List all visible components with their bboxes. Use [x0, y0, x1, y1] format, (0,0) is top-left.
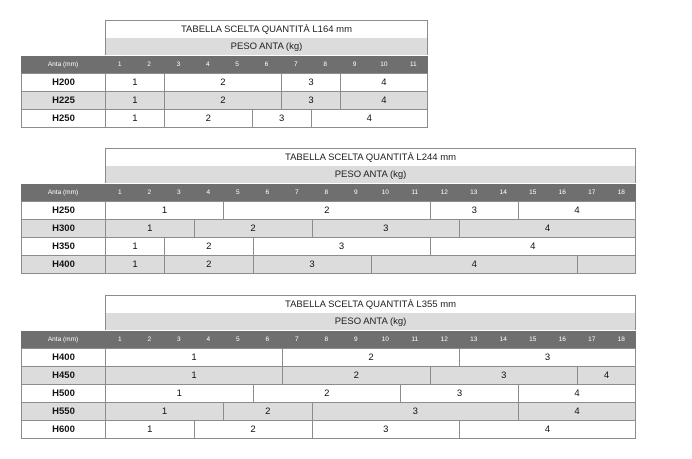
- quantity-cell: 2: [194, 220, 312, 237]
- weight-header: PESO ANTA (kg): [105, 166, 636, 183]
- column-header: 8: [324, 189, 329, 196]
- column-header: 11: [411, 336, 419, 343]
- column-header: 12: [440, 189, 448, 196]
- column-header: 15: [529, 189, 537, 196]
- table-title: TABELLA SCELTA QUANTITÀ L164 mm: [105, 20, 428, 39]
- column-header: 4: [206, 336, 211, 343]
- column-header: 5: [235, 189, 240, 196]
- table-title: TABELLA SCELTA QUANTITÀ L244 mm: [105, 148, 636, 167]
- column-header: 5: [235, 61, 239, 68]
- column-header: 1: [117, 336, 122, 343]
- column-header: 2: [147, 189, 152, 196]
- quantity-cell: 2: [282, 349, 459, 366]
- column-header: 6: [265, 189, 270, 196]
- row-label: H350: [21, 238, 105, 255]
- quantity-cell: 4: [518, 202, 636, 219]
- table-row: [21, 403, 636, 421]
- quantity-cell: 1: [105, 110, 164, 127]
- column-header: 13: [470, 189, 478, 196]
- row-label: H250: [21, 202, 105, 219]
- column-header: 7: [294, 336, 299, 343]
- column-header: 17: [588, 336, 596, 343]
- quantity-cell: 2: [253, 385, 401, 402]
- quantity-cell: 1: [105, 349, 282, 366]
- quantity-cell: [577, 256, 636, 273]
- quantity-cell: 4: [518, 385, 636, 402]
- quantity-cell: 1: [105, 74, 164, 91]
- anta-header: Anta (mm): [47, 336, 79, 343]
- column-header: 3: [176, 189, 181, 196]
- quantity-cell: 3: [430, 367, 578, 384]
- column-header: 3: [176, 336, 181, 343]
- quantity-cell: 2: [164, 238, 253, 255]
- column-header: 1: [117, 61, 122, 68]
- column-header: 1: [117, 189, 122, 196]
- column-header: 9: [353, 189, 358, 196]
- table-row: [21, 220, 636, 238]
- quantity-cell: 3: [400, 385, 518, 402]
- quantity-table: [21, 148, 636, 274]
- column-header: 9: [353, 336, 358, 343]
- table-row: [21, 92, 428, 110]
- quantity-cell: 2: [194, 421, 312, 438]
- table-row: [21, 256, 636, 274]
- column-header: 18: [617, 336, 625, 343]
- quantity-cell: 1: [105, 220, 194, 237]
- anta-header: Anta (mm): [47, 189, 79, 196]
- quantity-cell: 4: [518, 403, 636, 420]
- column-header: 14: [499, 189, 507, 196]
- column-header: 10: [380, 61, 388, 68]
- column-header: 6: [264, 61, 269, 68]
- column-header: 3: [176, 61, 181, 68]
- column-header: 6: [265, 336, 270, 343]
- table-row: [21, 202, 636, 220]
- quantity-cell: 4: [311, 110, 428, 127]
- column-header: 10: [381, 189, 389, 196]
- column-header: 13: [470, 336, 478, 343]
- quantity-cell: 3: [312, 421, 460, 438]
- quantity-cell: 3: [253, 256, 371, 273]
- quantity-cell: 3: [253, 238, 430, 255]
- column-header: 4: [205, 61, 210, 68]
- column-header: 12: [440, 336, 448, 343]
- table-row: [21, 367, 636, 385]
- row-label: H450: [21, 367, 105, 384]
- weight-header: PESO ANTA (kg): [105, 38, 428, 55]
- quantity-cell: 4: [430, 238, 637, 255]
- quantity-cell: 1: [105, 92, 164, 109]
- row-label: H225: [21, 92, 105, 109]
- weight-header-row: [21, 38, 428, 56]
- quantity-cell: 4: [340, 74, 428, 91]
- row-label: H200: [21, 74, 105, 91]
- table-row: [21, 421, 636, 439]
- row-label: H400: [21, 256, 105, 273]
- table-row: [21, 349, 636, 367]
- column-header: 2: [147, 61, 151, 68]
- row-label: H300: [21, 220, 105, 237]
- column-header: 8: [323, 61, 327, 68]
- column-header: 9: [352, 61, 357, 68]
- column-header: 10: [381, 336, 389, 343]
- quantity-cell: 3: [252, 110, 311, 127]
- quantity-cell: 2: [223, 202, 430, 219]
- table-row: [21, 238, 636, 256]
- quantity-cell: 4: [340, 92, 428, 109]
- quantity-cell: 3: [312, 220, 460, 237]
- quantity-table: [21, 20, 428, 128]
- row-label: H250: [21, 110, 105, 127]
- quantity-cell: 1: [105, 421, 194, 438]
- column-header: 8: [324, 336, 329, 343]
- quantity-cell: 3: [281, 92, 340, 109]
- quantity-cell: 2: [164, 256, 253, 273]
- quantity-cell: 1: [105, 403, 223, 420]
- quantity-cell: 3: [430, 202, 519, 219]
- quantity-cell: 2: [223, 403, 312, 420]
- quantity-cell: 1: [105, 202, 223, 219]
- column-header: 7: [294, 189, 299, 196]
- column-header-row: [21, 331, 636, 349]
- column-header: 16: [558, 336, 566, 343]
- weight-header: PESO ANTA (kg): [105, 313, 636, 330]
- column-header: 16: [558, 189, 566, 196]
- table-title-row: [21, 148, 636, 166]
- row-label: H550: [21, 403, 105, 420]
- column-header: 4: [206, 189, 211, 196]
- column-header: 5: [235, 336, 240, 343]
- row-label: H400: [21, 349, 105, 366]
- column-header: 2: [147, 336, 152, 343]
- table-title-row: [21, 295, 636, 313]
- weight-header-row: [21, 166, 636, 184]
- column-header-row: [21, 56, 428, 74]
- quantity-cell: 3: [459, 349, 636, 366]
- column-header: 17: [588, 189, 596, 196]
- quantity-cell: 4: [577, 367, 636, 384]
- table-row: [21, 110, 428, 128]
- quantity-cell: 2: [164, 74, 281, 91]
- quantity-cell: 4: [459, 421, 636, 438]
- quantity-cell: 2: [282, 367, 430, 384]
- table-title-row: [21, 20, 428, 38]
- weight-header-row: [21, 313, 636, 331]
- quantity-cell: 1: [105, 256, 164, 273]
- quantity-table: [21, 295, 636, 439]
- column-header: 11: [411, 189, 419, 196]
- column-header: 18: [617, 189, 625, 196]
- table-title: TABELLA SCELTA QUANTITÀ L355 mm: [105, 295, 636, 314]
- quantity-cell: 3: [281, 74, 340, 91]
- quantity-cell: 2: [164, 92, 281, 109]
- column-header: 14: [499, 336, 507, 343]
- quantity-cell: 1: [105, 385, 253, 402]
- column-header: 15: [529, 336, 537, 343]
- quantity-cell: 1: [105, 367, 282, 384]
- row-label: H500: [21, 385, 105, 402]
- quantity-cell: 1: [105, 238, 164, 255]
- column-header-row: [21, 184, 636, 202]
- column-header: 7: [294, 61, 298, 68]
- anta-header: Anta (mm): [47, 61, 79, 68]
- quantity-cell: 4: [371, 256, 578, 273]
- quantity-cell: 4: [459, 220, 636, 237]
- column-header: 11: [409, 61, 417, 68]
- row-label: H600: [21, 421, 105, 438]
- table-row: [21, 385, 636, 403]
- quantity-cell: 2: [164, 110, 252, 127]
- quantity-cell: 3: [312, 403, 519, 420]
- table-row: [21, 74, 428, 92]
